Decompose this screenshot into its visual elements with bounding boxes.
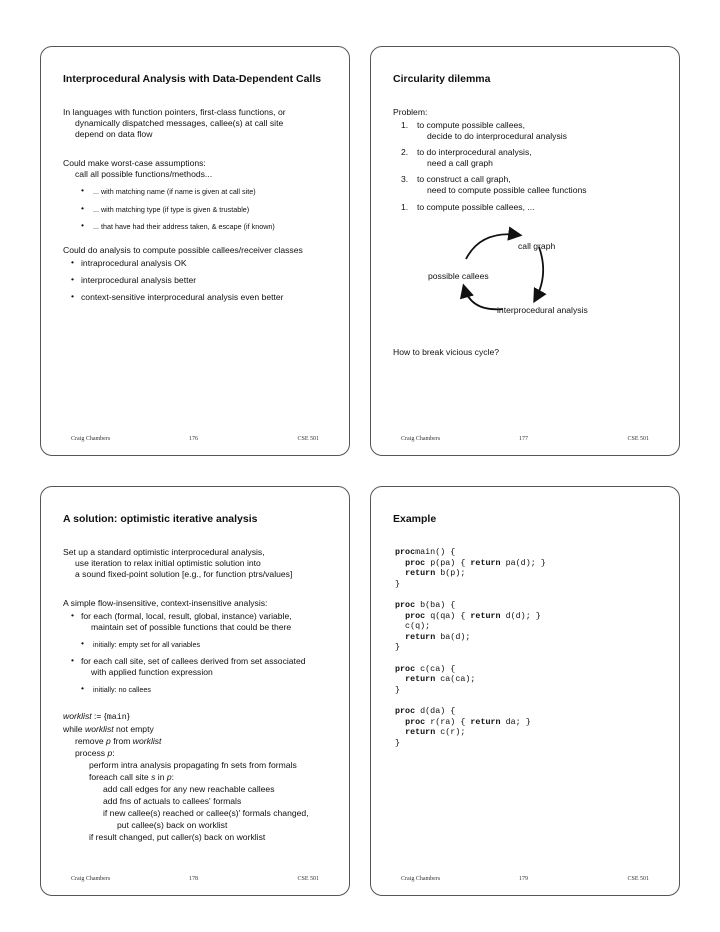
- bullet-icon: •: [81, 638, 85, 648]
- paragraph-line: In languages with function pointers, first-class functions, or: [63, 107, 286, 117]
- code-text: b(p);: [435, 568, 466, 579]
- code-text: p(pa) {: [425, 557, 471, 568]
- cycle-node-possible-callees: possible callees: [428, 271, 489, 281]
- bullet-item: for each (formal, local, result, global, instance) variable,: [81, 611, 292, 621]
- list-item: to construct a call graph,: [417, 174, 511, 184]
- footer-course: CSE 501: [297, 876, 319, 882]
- algo-line: add call edges for any new reachable callees: [103, 784, 275, 794]
- cycle-diagram: [371, 47, 680, 456]
- code-block: [395, 547, 546, 748]
- code-text: }: [395, 642, 401, 653]
- code-keyword: return: [405, 631, 436, 642]
- code-text: [395, 727, 405, 737]
- code-line: [395, 568, 546, 579]
- slide-title: Example: [393, 513, 437, 525]
- paragraph-line: Could make worst-case assumptions:: [63, 158, 206, 168]
- code-text: [395, 568, 405, 578]
- code-text: pa(d); }: [500, 557, 546, 568]
- sub-bullet: ... that have had their address taken, & escape (if known): [93, 222, 275, 231]
- list-number: 2.: [401, 147, 409, 157]
- algo-line: if result changed, put caller(s) back on worklist: [89, 832, 266, 842]
- code-keyword: proc: [395, 599, 416, 610]
- cycle-node-interprocedural: interprocedural analysis: [497, 305, 588, 315]
- bullet-icon: •: [81, 203, 85, 213]
- bullet-item: for each call site, set of callees derived from set associated: [81, 656, 306, 666]
- code-text: main() {: [415, 547, 456, 557]
- cycle-arrow-top: [466, 234, 519, 259]
- algo-line: while worklist not empty: [63, 724, 154, 734]
- algo-line: add fns of actuals to callees' formals: [103, 796, 242, 806]
- bullet-icon: •: [71, 291, 75, 301]
- code-text: }: [395, 737, 401, 748]
- code-line: [395, 738, 546, 749]
- list-item: decide to do interprocedural analysis: [427, 131, 567, 141]
- code-text: d(da) {: [415, 705, 456, 716]
- code-keyword: return: [470, 716, 501, 727]
- paragraph-line: dynamically dispatched messages, callee(s) at call site: [75, 118, 284, 128]
- footer-author: Craig Chambers: [401, 436, 441, 442]
- code-keyword: proc: [395, 663, 416, 674]
- code-text: [395, 674, 405, 684]
- bullet-item: with applied function expression: [91, 667, 213, 677]
- problem-label: Problem:: [393, 107, 428, 117]
- footer-course: CSE 501: [627, 436, 649, 442]
- footer-author: Craig Chambers: [71, 876, 111, 882]
- list-item: need a call graph: [427, 158, 493, 168]
- code-line: [395, 674, 546, 685]
- code-keyword: return: [470, 557, 501, 568]
- bullet-icon: •: [71, 655, 75, 665]
- slide-178: [40, 486, 350, 896]
- code-keyword: return: [405, 727, 436, 738]
- code-text: ca(ca);: [435, 674, 476, 685]
- list-item: need to compute possible callee functions: [427, 185, 587, 195]
- code-line: [395, 706, 546, 717]
- list-number: 1.: [401, 120, 409, 130]
- code-keyword: return: [405, 674, 436, 685]
- code-keyword: proc: [395, 705, 416, 716]
- code-text: }: [395, 578, 401, 589]
- code-line: [395, 589, 546, 600]
- paragraph-line: use iteration to relax initial optimistic solution into: [75, 558, 261, 568]
- bullet-icon: •: [81, 683, 85, 693]
- code-text: b(ba) {: [415, 599, 456, 610]
- cycle-arrow-right: [535, 247, 543, 300]
- code-text: [395, 717, 405, 727]
- paragraph-line: Could do analysis to compute possible callees/receiver classes: [63, 245, 303, 255]
- algo-line: put callee(s) back on worklist: [117, 820, 228, 830]
- code-text: c(r);: [435, 727, 466, 738]
- code-text: q(qa) {: [425, 610, 471, 621]
- code-line: [395, 611, 546, 622]
- code-keyword: proc: [405, 610, 426, 621]
- code-line: [395, 600, 546, 611]
- footer-page-number: 177: [519, 436, 528, 442]
- code-text: c(q);: [395, 621, 431, 632]
- slide-title: Interprocedural Analysis with Data-Dependent Calls: [63, 73, 322, 85]
- code-line: [395, 664, 546, 675]
- slide-176: [40, 46, 350, 456]
- footer-page-number: 179: [519, 876, 528, 882]
- code-keyword: proc: [405, 557, 426, 568]
- bullet-icon: •: [81, 220, 85, 230]
- code-text: [395, 611, 405, 621]
- footer-page-number: 178: [189, 876, 198, 882]
- code-line: [395, 621, 546, 632]
- code-keyword: proc: [395, 547, 416, 557]
- code-text: da; }: [500, 716, 531, 727]
- code-line: [395, 632, 546, 643]
- paragraph-line: depend on data flow: [75, 129, 153, 139]
- code-text: [395, 558, 405, 568]
- code-text: r(ra) {: [425, 716, 471, 727]
- algo-line: perform intra analysis propagating fn sets from formals: [89, 760, 297, 770]
- slide-179: [370, 486, 680, 896]
- code-keyword: return: [470, 610, 501, 621]
- paragraph-line: A simple flow-insensitive, context-insensitive analysis:: [63, 598, 268, 608]
- code-keyword: proc: [405, 716, 426, 727]
- list-item: to compute possible callees,: [417, 120, 525, 130]
- bullet-item: context-sensitive interprocedural analysis even better: [81, 292, 284, 302]
- sub-bullet: initially: empty set for all variables: [93, 640, 201, 649]
- bullet-item: interprocedural analysis better: [81, 275, 197, 285]
- algo-line: foreach call site s in p:: [89, 772, 175, 782]
- slide-title: Circularity dilemma: [393, 73, 491, 85]
- paragraph-line: call all possible functions/methods...: [75, 169, 213, 179]
- bullet-icon: •: [71, 257, 75, 267]
- code-text: [395, 632, 405, 642]
- code-line: [395, 653, 546, 664]
- paragraph-line: Set up a standard optimistic interprocedural analysis,: [63, 547, 265, 557]
- code-line: [395, 579, 546, 590]
- slide-177: [370, 46, 680, 456]
- cycle-node-call-graph: call graph: [518, 241, 556, 251]
- code-line: [395, 547, 546, 558]
- footer-course: CSE 501: [627, 876, 649, 882]
- code-text: }: [395, 684, 401, 695]
- sub-bullet: ... with matching type (if type is given & trustable): [93, 205, 250, 214]
- code-text: c(ca) {: [415, 663, 456, 674]
- code-keyword: return: [405, 568, 436, 579]
- footer-author: Craig Chambers: [401, 876, 441, 882]
- code-text: ba(d);: [435, 631, 471, 642]
- slide-title: A solution: optimistic iterative analysis: [63, 513, 258, 525]
- list-item: to compute possible callees, ...: [417, 202, 535, 212]
- bullet-icon: •: [71, 610, 75, 620]
- sub-bullet: ... with matching name (if name is given at call site): [93, 187, 256, 196]
- code-text: d(d); }: [500, 610, 541, 621]
- algo-line: if new callee(s) reached or callee(s)' formals changed,: [103, 808, 309, 818]
- sub-bullet: initially: no callees: [93, 685, 151, 694]
- code-line: [395, 558, 546, 569]
- footer-author: Craig Chambers: [71, 436, 111, 442]
- bullet-item: maintain set of possible functions that could be there: [91, 622, 292, 632]
- bullet-icon: •: [71, 274, 75, 284]
- algo-line: process p:: [75, 748, 115, 758]
- code-line: [395, 685, 546, 696]
- list-item: to do interprocedural analysis,: [417, 147, 532, 157]
- worklist-init: worklist := {main}: [63, 711, 130, 722]
- footer-course: CSE 501: [297, 436, 319, 442]
- code-line: [395, 695, 546, 706]
- algo-line: remove p from worklist: [75, 736, 162, 746]
- code-line: [395, 717, 546, 728]
- footer-page-number: 176: [189, 436, 198, 442]
- paragraph-line: a sound fixed-point solution [e.g., for function ptrs/values]: [75, 569, 293, 579]
- code-line: [395, 727, 546, 738]
- code-line: [395, 642, 546, 653]
- bullet-icon: •: [81, 185, 85, 195]
- bullet-item: intraprocedural analysis OK: [81, 258, 187, 268]
- list-number: 3.: [401, 174, 409, 184]
- list-number: 1.: [401, 202, 409, 212]
- question: How to break vicious cycle?: [393, 347, 500, 357]
